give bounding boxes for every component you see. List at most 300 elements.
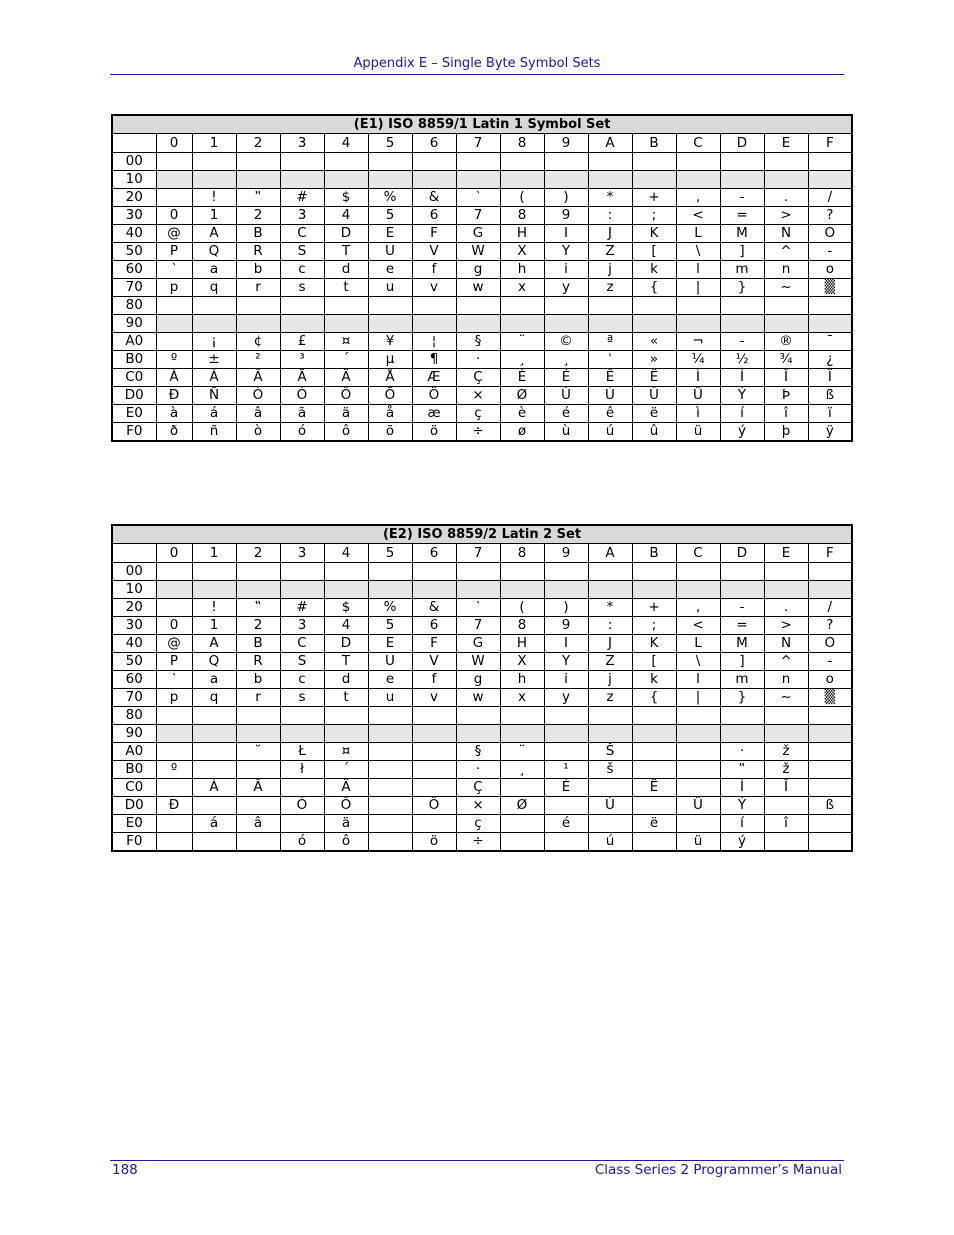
row-header: B0 <box>112 351 156 369</box>
symbol-cell: U <box>368 653 412 671</box>
table-row <box>112 635 852 653</box>
symbol-cell: Ó <box>280 797 324 815</box>
table-row <box>112 387 852 405</box>
symbol-cell <box>368 315 412 333</box>
symbol-cell: × <box>456 387 500 405</box>
symbol-cell: - <box>720 333 764 351</box>
symbol-cell <box>632 761 676 779</box>
symbol-cell: « <box>632 333 676 351</box>
symbol-cell: Ú <box>588 797 632 815</box>
symbol-cell <box>280 581 324 599</box>
symbol-cell: 1 <box>192 617 236 635</box>
symbol-cell: b <box>236 261 280 279</box>
symbol-cell: ú <box>588 833 632 852</box>
symbol-cell: ï <box>808 405 852 423</box>
symbol-cell: ´ <box>324 351 368 369</box>
symbol-cell: ‵ <box>456 189 500 207</box>
symbol-cell: ^ <box>764 243 808 261</box>
symbol-cell <box>544 315 588 333</box>
footer-rule <box>110 1160 844 1161</box>
symbol-cell <box>368 743 412 761</box>
symbol-cell: 5 <box>368 207 412 225</box>
symbol-cell: ] <box>720 243 764 261</box>
symbol-cell: ³ <box>280 351 324 369</box>
symbol-cell: K <box>632 635 676 653</box>
table-row <box>112 653 852 671</box>
symbol-cell: e <box>368 671 412 689</box>
symbol-cell: ˘ <box>236 743 280 761</box>
symbol-cell: ó <box>280 833 324 852</box>
symbol-cell <box>808 153 852 171</box>
symbol-cell: 8 <box>500 617 544 635</box>
symbol-cell <box>412 171 456 189</box>
symbol-cell <box>632 833 676 852</box>
symbol-cell: 4 <box>324 617 368 635</box>
row-header: 20 <box>112 599 156 617</box>
symbol-cell: ø <box>500 423 544 442</box>
symbol-cell <box>808 761 852 779</box>
symbol-cell: ¤ <box>324 743 368 761</box>
symbol-cell <box>236 833 280 852</box>
symbol-cell: = <box>720 617 764 635</box>
symbol-cell: # <box>280 189 324 207</box>
symbol-cell: ç <box>456 815 500 833</box>
table-row <box>112 581 852 599</box>
column-header: 4 <box>324 134 368 153</box>
table-row <box>112 369 852 387</box>
symbol-cell: · <box>456 761 500 779</box>
symbol-cell: T <box>324 243 368 261</box>
symbol-cell: µ <box>368 351 412 369</box>
table-row <box>112 189 852 207</box>
symbol-cell: l <box>676 261 720 279</box>
symbol-cell <box>500 779 544 797</box>
symbol-cell: q <box>192 279 236 297</box>
symbol-cell <box>324 563 368 581</box>
symbol-cell: C <box>280 225 324 243</box>
row-header: 50 <box>112 653 156 671</box>
symbol-cell <box>676 779 720 797</box>
symbol-cell <box>280 707 324 725</box>
symbol-cell: j <box>588 261 632 279</box>
table-row <box>112 563 852 581</box>
symbol-cell: × <box>456 797 500 815</box>
symbol-cell <box>368 563 412 581</box>
symbol-cell: B <box>236 635 280 653</box>
row-header: 90 <box>112 315 156 333</box>
table-row <box>112 725 852 743</box>
symbol-cell: w <box>456 689 500 707</box>
symbol-cell <box>156 725 192 743</box>
symbol-cell: ( <box>500 189 544 207</box>
symbol-cell: Ü <box>676 387 720 405</box>
symbol-cell <box>500 815 544 833</box>
symbol-cell <box>156 153 192 171</box>
symbol-cell: F <box>412 635 456 653</box>
symbol-cell <box>156 743 192 761</box>
symbol-cell: ñ <box>192 423 236 442</box>
column-header: 6 <box>412 544 456 563</box>
column-header: B <box>632 544 676 563</box>
symbol-cell: P <box>156 653 192 671</box>
symbol-cell: É <box>544 369 588 387</box>
symbol-cell: Ö <box>412 387 456 405</box>
symbol-cell: ; <box>632 617 676 635</box>
symbol-cell: Ł <box>280 743 324 761</box>
symbol-cell: £ <box>280 333 324 351</box>
symbol-cell <box>324 707 368 725</box>
symbol-cell: ¨ <box>500 333 544 351</box>
symbol-cell <box>192 153 236 171</box>
symbol-cell <box>368 815 412 833</box>
symbol-cell <box>500 563 544 581</box>
symbol-cell: ! <box>192 599 236 617</box>
table-row <box>112 207 852 225</box>
column-header: 7 <box>456 134 500 153</box>
symbol-cell: ] <box>720 653 764 671</box>
symbol-cell: î <box>764 815 808 833</box>
symbol-cell <box>720 581 764 599</box>
symbol-cell: á <box>192 405 236 423</box>
symbol-cell: e <box>368 261 412 279</box>
symbol-cell: ² <box>236 351 280 369</box>
row-header: B0 <box>112 761 156 779</box>
symbol-cell <box>544 725 588 743</box>
symbol-cell: H <box>500 635 544 653</box>
symbol-cell <box>720 563 764 581</box>
symbol-cell: J <box>588 635 632 653</box>
symbol-cell <box>676 563 720 581</box>
symbol-cell: M <box>720 225 764 243</box>
symbol-cell: y <box>544 279 588 297</box>
symbol-cell: ^ <box>764 653 808 671</box>
column-header: 5 <box>368 544 412 563</box>
symbol-cell: N <box>764 635 808 653</box>
symbol-cell <box>412 761 456 779</box>
symbol-cell: n <box>764 261 808 279</box>
symbol-cell: R <box>236 243 280 261</box>
symbol-cell: A <box>192 225 236 243</box>
symbol-cell: î <box>764 405 808 423</box>
symbol-cell: ; <box>632 207 676 225</box>
symbol-cell: ¸ <box>500 351 544 369</box>
symbol-cell: 3 <box>280 207 324 225</box>
symbol-cell: I <box>544 635 588 653</box>
symbol-cell <box>764 833 808 852</box>
manual-title: Class Series 2 Programmer’s Manual <box>594 1162 842 1178</box>
symbol-cell: ¸ <box>544 351 588 369</box>
table-title: (E2) ISO 8859/2 Latin 2 Set <box>112 525 852 544</box>
column-header-row <box>112 544 852 563</box>
symbol-cell <box>676 315 720 333</box>
symbol-cell: Ã <box>280 369 324 387</box>
symbol-cell <box>192 563 236 581</box>
column-header: 9 <box>544 544 588 563</box>
symbol-cell: \ <box>676 653 720 671</box>
symbol-cell: B <box>236 225 280 243</box>
symbol-cell: k <box>632 671 676 689</box>
symbol-cell: V <box>412 653 456 671</box>
symbol-cell <box>500 171 544 189</box>
symbol-cell <box>456 153 500 171</box>
symbol-cell <box>368 171 412 189</box>
symbol-cell: S <box>280 243 324 261</box>
symbol-cell: + <box>632 599 676 617</box>
symbol-cell: ¼ <box>676 351 720 369</box>
symbol-cell: Î <box>764 369 808 387</box>
symbol-cell: Ø <box>500 797 544 815</box>
symbol-cell <box>676 581 720 599</box>
symbol-cell <box>544 833 588 852</box>
column-header: E <box>764 134 808 153</box>
symbol-cell: À <box>156 369 192 387</box>
symbol-cell: ý <box>720 423 764 442</box>
symbol-cell <box>544 743 588 761</box>
symbol-cell <box>676 707 720 725</box>
symbol-cell <box>808 171 852 189</box>
row-header: 90 <box>112 725 156 743</box>
symbol-cell <box>368 725 412 743</box>
symbol-cell: N <box>764 225 808 243</box>
column-header: 6 <box>412 134 456 153</box>
symbol-cell: 9 <box>544 207 588 225</box>
symbol-cell: Ü <box>676 797 720 815</box>
symbol-cell <box>412 707 456 725</box>
symbol-cell: 7 <box>456 617 500 635</box>
symbol-cell: ã <box>280 405 324 423</box>
symbol-cell: ô <box>324 833 368 852</box>
symbol-cell: ž <box>764 761 808 779</box>
symbol-cell: ▒ <box>808 689 852 707</box>
symbol-cell: ´ <box>324 761 368 779</box>
table-row <box>112 617 852 635</box>
symbol-cell: h <box>500 261 544 279</box>
column-header: A <box>588 134 632 153</box>
symbol-cell: 7 <box>456 207 500 225</box>
symbol-cell <box>412 779 456 797</box>
symbol-cell: Æ <box>412 369 456 387</box>
symbol-cell <box>192 743 236 761</box>
symbol-cell: ‵ <box>156 671 192 689</box>
symbol-cell: Ä <box>324 369 368 387</box>
symbol-cell: r <box>236 279 280 297</box>
symbol-cell: h <box>500 671 544 689</box>
symbol-cell <box>588 563 632 581</box>
symbol-cell: Ë <box>632 779 676 797</box>
table-row <box>112 779 852 797</box>
column-header: 2 <box>236 544 280 563</box>
symbol-cell: Í <box>720 369 764 387</box>
symbol-cell: b <box>236 671 280 689</box>
symbol-cell <box>588 815 632 833</box>
symbol-cell: u <box>368 279 412 297</box>
symbol-cell: % <box>368 189 412 207</box>
symbol-cell: 6 <box>412 617 456 635</box>
symbol-cell: m <box>720 261 764 279</box>
symbol-cell: Y <box>544 653 588 671</box>
symbol-cell <box>676 815 720 833</box>
symbol-cell <box>412 581 456 599</box>
symbol-cell <box>236 153 280 171</box>
symbol-cell: 0 <box>156 617 192 635</box>
column-header: 0 <box>156 134 192 153</box>
symbol-cell <box>676 297 720 315</box>
symbol-cell: ÷ <box>456 423 500 442</box>
symbol-cell: ¡ <box>192 333 236 351</box>
symbol-cell <box>500 581 544 599</box>
symbol-table-latin2 <box>111 524 853 852</box>
symbol-cell <box>156 333 192 351</box>
symbol-cell: H <box>500 225 544 243</box>
symbol-cell: ÷ <box>456 833 500 852</box>
symbol-cell: ¥ <box>368 333 412 351</box>
symbol-cell: m <box>720 671 764 689</box>
symbol-cell: í <box>720 815 764 833</box>
symbol-cell: z <box>588 279 632 297</box>
symbol-cell: z <box>588 689 632 707</box>
symbol-cell: ± <box>192 351 236 369</box>
column-header: F <box>808 134 852 153</box>
symbol-cell: È <box>500 369 544 387</box>
symbol-cell: ‚ <box>676 599 720 617</box>
symbol-cell: Õ <box>368 387 412 405</box>
table-row <box>112 315 852 333</box>
symbol-cell: E <box>368 225 412 243</box>
symbol-cell: T <box>324 653 368 671</box>
row-header: C0 <box>112 779 156 797</box>
symbol-cell <box>676 153 720 171</box>
symbol-cell <box>544 581 588 599</box>
symbol-cell: = <box>720 207 764 225</box>
symbol-cell <box>412 563 456 581</box>
symbol-cell <box>500 707 544 725</box>
symbol-cell: Â <box>236 369 280 387</box>
symbol-cell <box>676 171 720 189</box>
symbol-cell: ä <box>324 405 368 423</box>
symbol-cell: 6 <box>412 207 456 225</box>
symbol-cell: Þ <box>764 387 808 405</box>
symbol-cell: ª <box>588 333 632 351</box>
symbol-cell: n <box>764 671 808 689</box>
symbol-cell: t <box>324 689 368 707</box>
symbol-cell: v <box>412 689 456 707</box>
row-header: 30 <box>112 207 156 225</box>
symbol-cell: L <box>676 635 720 653</box>
page-header: Appendix E – Single Byte Symbol Sets <box>353 56 601 71</box>
row-header: 10 <box>112 581 156 599</box>
symbol-cell: É <box>544 779 588 797</box>
symbol-cell: ▒ <box>808 279 852 297</box>
symbol-cell: s <box>280 279 324 297</box>
symbol-cell <box>500 833 544 852</box>
symbol-cell: { <box>632 689 676 707</box>
symbol-cell: / <box>808 599 852 617</box>
row-header: F0 <box>112 423 156 442</box>
symbol-cell <box>808 581 852 599</box>
symbol-cell: è <box>500 405 544 423</box>
symbol-cell: \ <box>676 243 720 261</box>
symbol-cell: - <box>808 243 852 261</box>
symbol-cell: J <box>588 225 632 243</box>
symbol-cell: ä <box>324 815 368 833</box>
symbol-cell: 8 <box>500 207 544 225</box>
page-number: 188 <box>112 1162 138 1178</box>
symbol-cell: d <box>324 261 368 279</box>
symbol-cell: Í <box>720 779 764 797</box>
symbol-cell: Ô <box>324 797 368 815</box>
symbol-cell <box>192 581 236 599</box>
column-header: F <box>808 544 852 563</box>
symbol-cell <box>500 153 544 171</box>
symbol-cell: ó <box>280 423 324 442</box>
row-header: 80 <box>112 297 156 315</box>
symbol-cell <box>368 833 412 852</box>
symbol-cell <box>764 171 808 189</box>
symbol-cell <box>412 743 456 761</box>
symbol-cell <box>588 779 632 797</box>
table-row <box>112 171 852 189</box>
symbol-cell: ß <box>808 797 852 815</box>
symbol-cell: ì <box>676 405 720 423</box>
symbol-cell: ë <box>632 405 676 423</box>
symbol-cell: d <box>324 671 368 689</box>
symbol-cell: g <box>456 261 500 279</box>
symbol-cell: Ý <box>720 387 764 405</box>
symbol-cell <box>588 725 632 743</box>
row-header: 60 <box>112 671 156 689</box>
symbol-cell <box>720 725 764 743</box>
table-row <box>112 225 852 243</box>
symbol-cell: Ò <box>236 387 280 405</box>
column-header: 8 <box>500 544 544 563</box>
symbol-cell <box>192 761 236 779</box>
symbol-cell <box>720 315 764 333</box>
symbol-cell: $ <box>324 599 368 617</box>
symbol-cell: à <box>156 405 192 423</box>
symbol-cell <box>156 707 192 725</box>
symbol-cell <box>456 171 500 189</box>
symbol-cell <box>324 581 368 599</box>
symbol-cell <box>808 297 852 315</box>
symbol-cell <box>456 581 500 599</box>
symbol-cell: @ <box>156 225 192 243</box>
symbol-cell <box>412 315 456 333</box>
symbol-cell: Ö <box>412 797 456 815</box>
column-header: 7 <box>456 544 500 563</box>
table-row <box>112 351 852 369</box>
symbol-cell: | <box>676 689 720 707</box>
symbol-cell: 2 <box>236 617 280 635</box>
table-row <box>112 815 852 833</box>
symbol-cell: D <box>324 635 368 653</box>
symbol-cell <box>500 725 544 743</box>
symbol-cell <box>764 797 808 815</box>
symbol-cell: ¬ <box>676 333 720 351</box>
symbol-cell: Ø <box>500 387 544 405</box>
symbol-cell: s <box>280 689 324 707</box>
symbol-cell: º <box>156 761 192 779</box>
symbol-cell <box>236 725 280 743</box>
symbol-cell <box>324 171 368 189</box>
symbol-cell <box>720 153 764 171</box>
symbol-cell <box>456 315 500 333</box>
symbol-cell <box>588 153 632 171</box>
symbol-cell: ? <box>808 207 852 225</box>
symbol-cell: þ <box>764 423 808 442</box>
symbol-cell: - <box>808 653 852 671</box>
symbol-cell: ô <box>324 423 368 442</box>
row-header: C0 <box>112 369 156 387</box>
